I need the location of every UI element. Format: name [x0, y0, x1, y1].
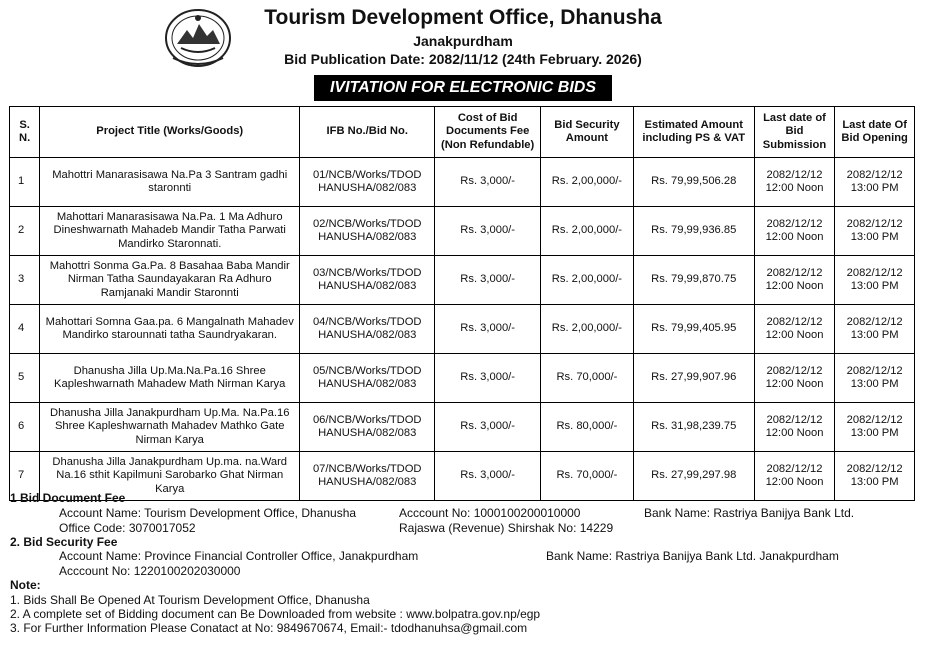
- cell-opening: 2082/12/12 13:00 PM: [835, 403, 915, 452]
- cell-title: Mahottri Sonma Ga.Pa. 8 Basahaa Baba Mandir Nirman Tatha Saundayakaran Ra Adhuro Ramjanaki Mandir Staronnti: [40, 256, 300, 305]
- cell-title: Mahottri Manarasisawa Na.Pa 3 Santram gadhi staronnti: [40, 158, 300, 207]
- cell-security: Rs. 2,00,000/-: [541, 158, 634, 207]
- cell-estimate: Rs. 31,98,239.75: [633, 403, 754, 452]
- bid-fee-rajaswa: Rajaswa (Revenue) Shirshak No: 14229: [399, 521, 614, 535]
- cell-security: Rs. 2,00,000/-: [541, 207, 634, 256]
- cell-security: Rs. 2,00,000/-: [541, 305, 634, 354]
- col-header-submission: Last date of Bid Submission: [754, 107, 835, 158]
- col-header-opening: Last date Of Bid Opening: [835, 107, 915, 158]
- publication-date: Bid Publication Date: 2082/11/12 (24th February. 2026): [284, 51, 642, 67]
- bid-fee-heading: 1 Bid Document Fee: [10, 491, 126, 505]
- cell-submission: 2082/12/12 12:00 Noon: [754, 256, 835, 305]
- col-header-sn: S. N.: [10, 107, 40, 158]
- cell-sn: 4: [10, 305, 40, 354]
- office-title: Tourism Development Office, Dhanusha: [264, 6, 662, 29]
- cell-estimate: Rs. 79,99,870.75: [633, 256, 754, 305]
- security-fee-heading: 2. Bid Security Fee: [10, 535, 118, 549]
- cell-submission: 2082/12/12 12:00 Noon: [754, 305, 835, 354]
- cell-title: Mahottari Somna Gaa.pa. 6 Mangalnath Mahadev Mandirko starounnati tatha Saundryakaran.: [40, 305, 300, 354]
- invitation-banner: IVITATION FOR ELECTRONIC BIDS: [314, 75, 612, 101]
- note-item: 1. Bids Shall Be Opened At Tourism Development Office, Dhanusha: [10, 593, 370, 607]
- cell-sn: 1: [10, 158, 40, 207]
- cell-cost: Rs. 3,000/-: [435, 256, 541, 305]
- cell-title: Dhanusha Jilla Janakpurdham Up.ma. na.Ward Na.16 sthit Kapilmuni Sarobarko Ghat Nirman Karya: [40, 452, 300, 501]
- cell-submission: 2082/12/12 12:00 Noon: [754, 354, 835, 403]
- table-row: [10, 403, 915, 452]
- cell-sn: 2: [10, 207, 40, 256]
- cell-sn: 5: [10, 354, 40, 403]
- cell-ifb: 01/NCB/Works/TDOD HANUSHA/082/083: [300, 158, 435, 207]
- cell-cost: Rs. 3,000/-: [435, 305, 541, 354]
- table-row: [10, 354, 915, 403]
- col-header-security: Bid Security Amount: [541, 107, 634, 158]
- cell-estimate: Rs. 79,99,936.85: [633, 207, 754, 256]
- cell-cost: Rs. 3,000/-: [435, 403, 541, 452]
- security-fee-account-no: Acccount No: 1220100202030000: [59, 564, 241, 578]
- cell-title: Mahottari Manarasisawa Na.Pa. 1 Ma Adhuro Dineshwarnath Mahadeb Mandir Tatha Parwati Mandirko Staronnati.: [40, 207, 300, 256]
- cell-ifb: 06/NCB/Works/TDOD HANUSHA/082/083: [300, 403, 435, 452]
- bid-fee-account-name: Account Name: Tourism Development Office, Dhanusha: [59, 506, 357, 520]
- cell-cost: Rs. 3,000/-: [435, 354, 541, 403]
- cell-security: Rs. 70,000/-: [541, 354, 634, 403]
- col-header-cost: Cost of Bid Documents Fee (Non Refundable): [435, 107, 541, 158]
- cell-opening: 2082/12/12 13:00 PM: [835, 256, 915, 305]
- cell-submission: 2082/12/12 12:00 Noon: [754, 452, 835, 501]
- cell-security: Rs. 80,000/-: [541, 403, 634, 452]
- cell-opening: 2082/12/12 13:00 PM: [835, 305, 915, 354]
- cell-estimate: Rs. 79,99,506.28: [633, 158, 754, 207]
- cell-opening: 2082/12/12 13:00 PM: [835, 452, 915, 501]
- cell-opening: 2082/12/12 13:00 PM: [835, 158, 915, 207]
- cell-submission: 2082/12/12 12:00 Noon: [754, 158, 835, 207]
- col-header-ifb: IFB No./Bid No.: [300, 107, 435, 158]
- cell-opening: 2082/12/12 13:00 PM: [835, 354, 915, 403]
- cell-estimate: Rs. 27,99,297.98: [633, 452, 754, 501]
- note-item: 2. A complete set of Bidding document can Be Downloaded from website : www.bolpatra.gov.np/egp: [10, 607, 541, 621]
- security-fee-account-name: Account Name: Province Financial Controller Office, Janakpurdham: [59, 549, 419, 563]
- cell-cost: Rs. 3,000/-: [435, 158, 541, 207]
- cell-security: Rs. 2,00,000/-: [541, 256, 634, 305]
- cell-opening: 2082/12/12 13:00 PM: [835, 207, 915, 256]
- security-fee-bank: Bank Name: Rastriya Banijya Bank Ltd. Janakpurdham: [546, 549, 839, 563]
- cell-ifb: 05/NCB/Works/TDOD HANUSHA/082/083: [300, 354, 435, 403]
- bids-table: [9, 106, 915, 501]
- cell-cost: Rs. 3,000/-: [435, 452, 541, 501]
- cell-sn: 6: [10, 403, 40, 452]
- note-item: 3. For Further Information Please Conatact at No: 9849670674, Email:- tdodhanuhsa@gmail.com: [10, 621, 528, 635]
- table-row: [10, 256, 915, 305]
- cell-ifb: 03/NCB/Works/TDOD HANUSHA/082/083: [300, 256, 435, 305]
- cell-title: Dhanusha Jilla Janakpurdham Up.Ma. Na.Pa.16 Shree Kapleshwarnath Mahadev Mathko Gate Nirman Karya: [40, 403, 300, 452]
- cell-ifb: 07/NCB/Works/TDOD HANUSHA/082/083: [300, 452, 435, 501]
- cell-title: Dhanusha Jilla Up.Ma.Na.Pa.16 Shree Kapleshwarnath Mahadew Math Nirman Karya: [40, 354, 300, 403]
- office-location: Janakpurdham: [413, 33, 513, 49]
- col-header-title: Project Title (Works/Goods): [40, 107, 300, 158]
- cell-sn: 3: [10, 256, 40, 305]
- cell-submission: 2082/12/12 12:00 Noon: [754, 207, 835, 256]
- cell-estimate: Rs. 27,99,907.96: [633, 354, 754, 403]
- cell-cost: Rs. 3,000/-: [435, 207, 541, 256]
- cell-security: Rs. 70,000/-: [541, 452, 634, 501]
- cell-ifb: 02/NCB/Works/TDOD HANUSHA/082/083: [300, 207, 435, 256]
- cell-sn: 7: [10, 452, 40, 501]
- bid-fee-account-no: Acccount No: 1000100200010000: [399, 506, 581, 520]
- bid-fee-office-code: Office Code: 3070017052: [59, 521, 196, 535]
- cell-ifb: 04/NCB/Works/TDOD HANUSHA/082/083: [300, 305, 435, 354]
- table-row: [10, 452, 915, 501]
- bid-fee-bank: Bank Name: Rastriya Banijya Bank Ltd.: [644, 506, 855, 520]
- table-row: [10, 158, 915, 207]
- table-row: [10, 305, 915, 354]
- table-row: [10, 207, 915, 256]
- cell-submission: 2082/12/12 12:00 Noon: [754, 403, 835, 452]
- notes-heading: Note:: [10, 578, 41, 592]
- table-header-row: [10, 107, 915, 158]
- cell-estimate: Rs. 79,99,405.95: [633, 305, 754, 354]
- col-header-estimate: Estimated Amount including PS & VAT: [633, 107, 754, 158]
